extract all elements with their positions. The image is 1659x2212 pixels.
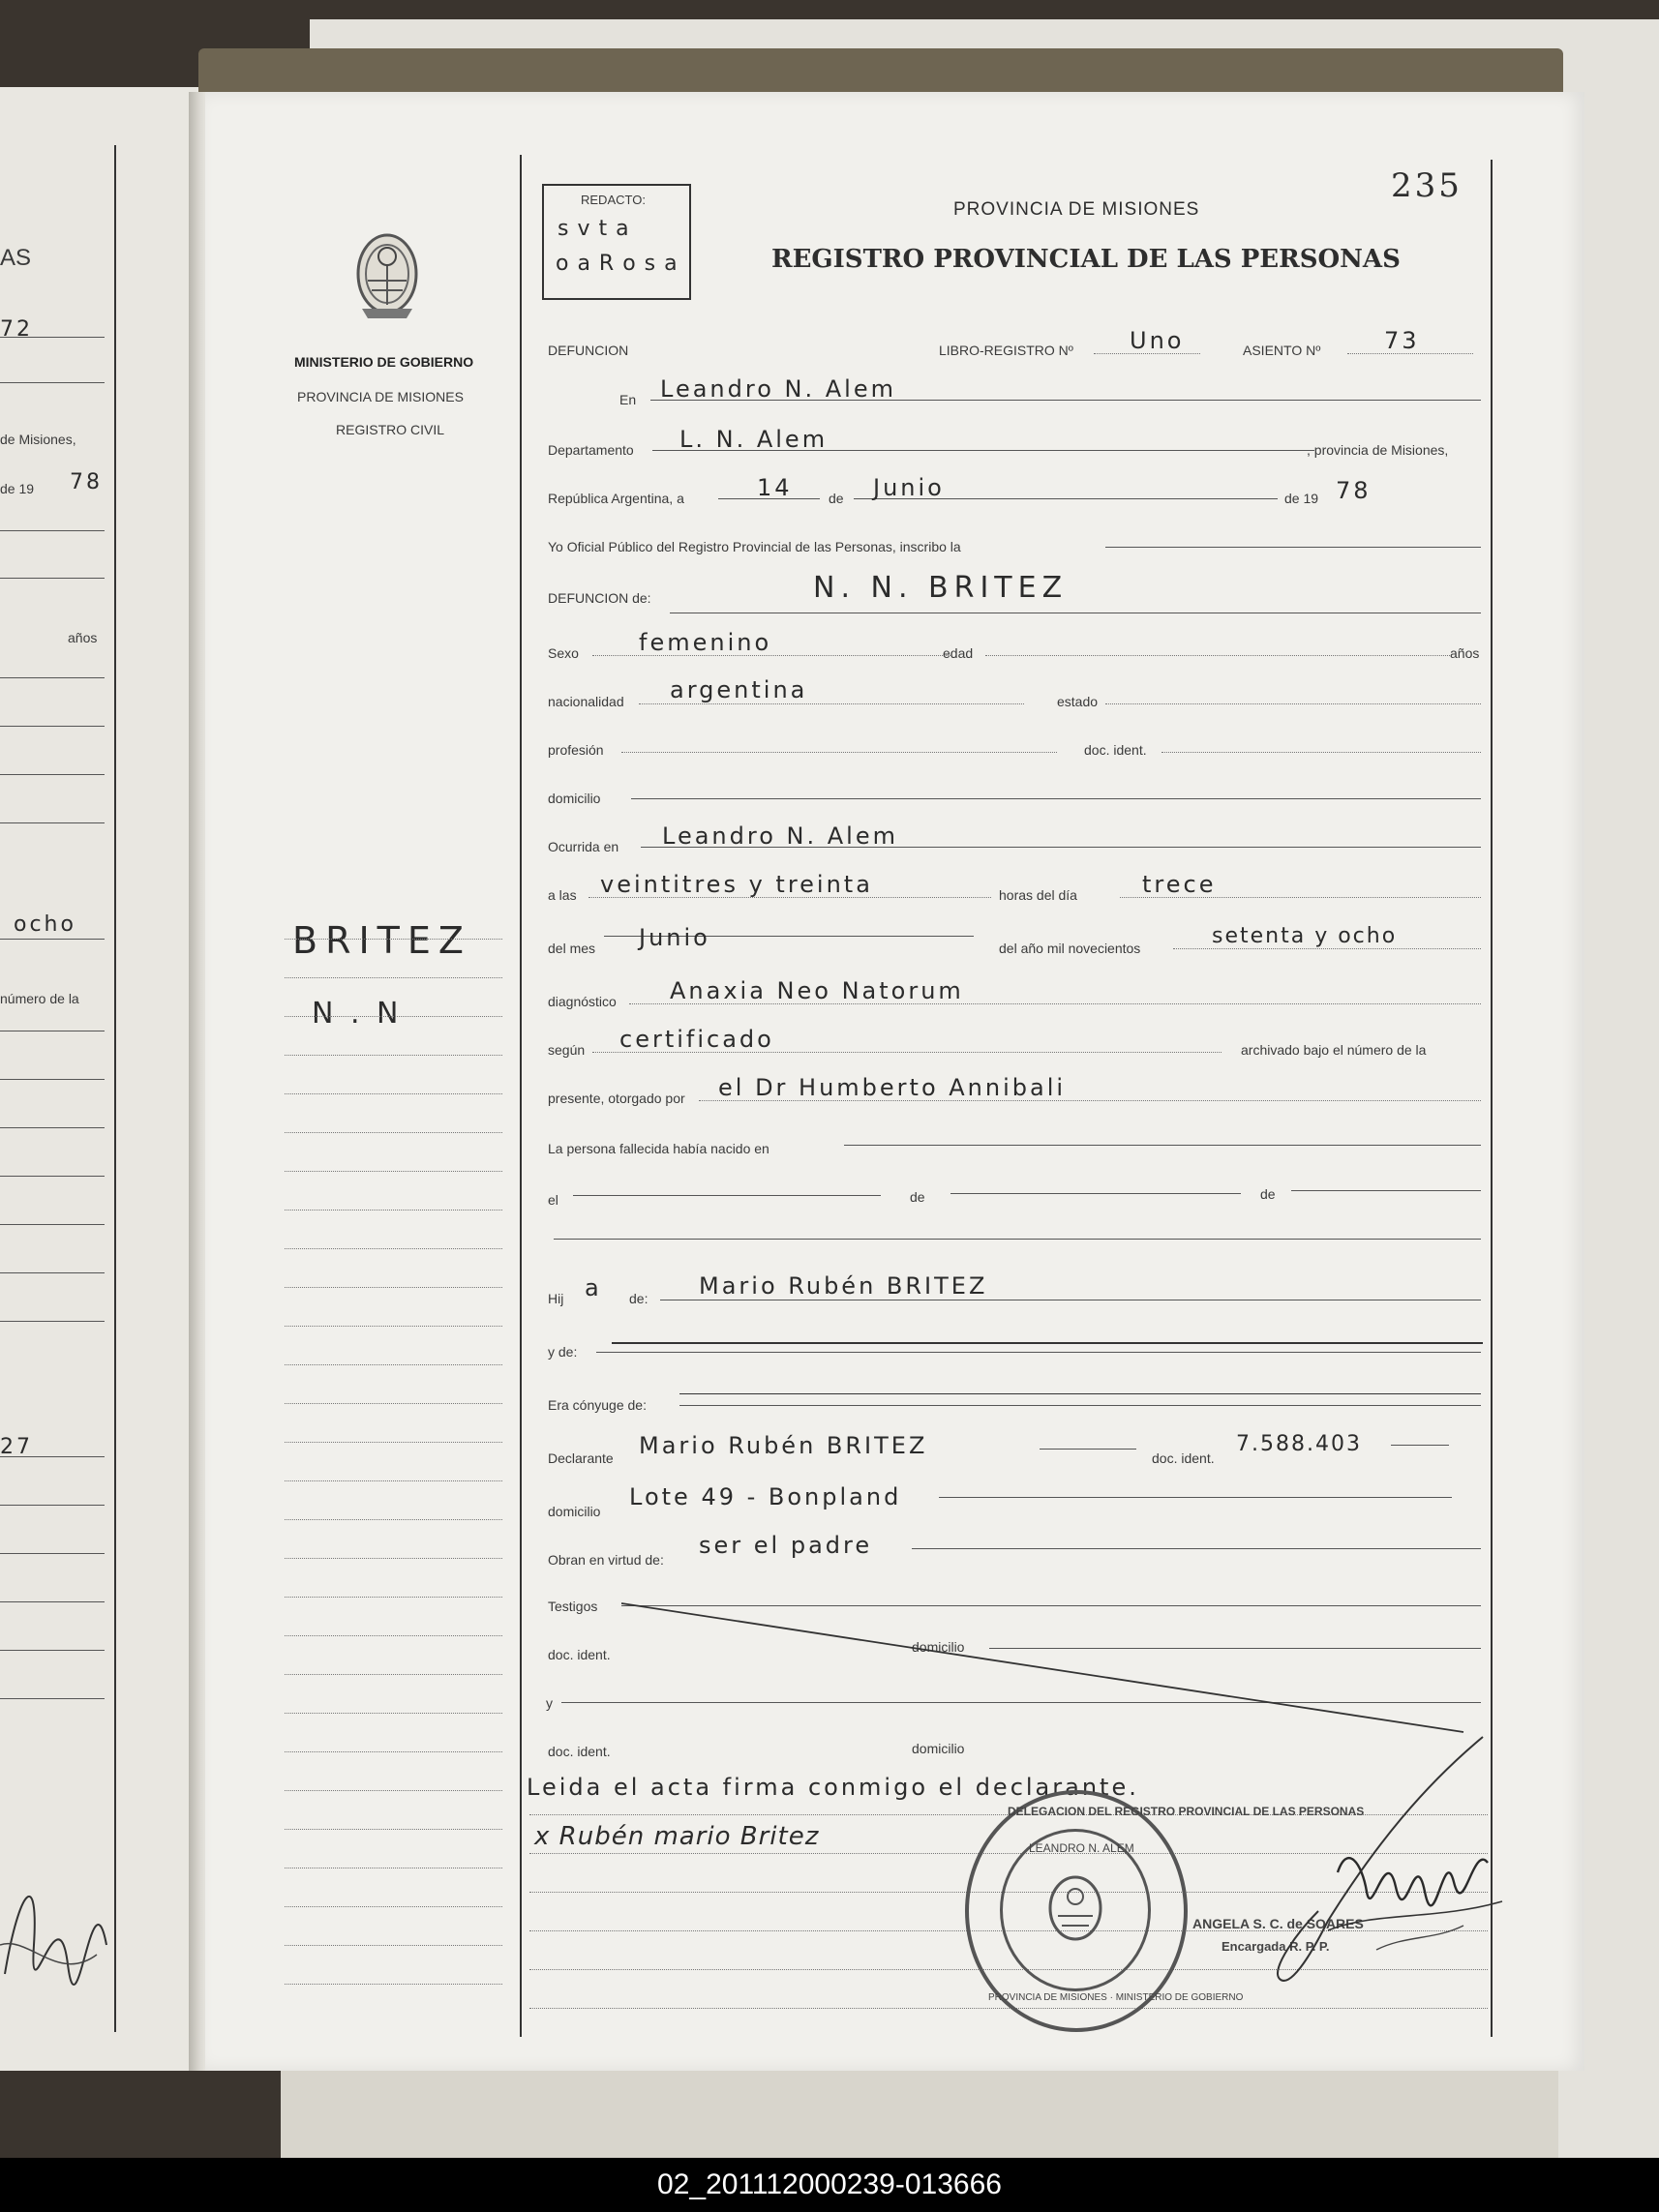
left-date-fragment: de 19 bbox=[0, 481, 35, 496]
declarante-value: Mario Rubén BRITEZ bbox=[639, 1432, 928, 1459]
year-value: 78 bbox=[1336, 477, 1372, 504]
margin-rule bbox=[285, 1790, 502, 1791]
testigos-label: Testigos bbox=[548, 1599, 598, 1614]
hij-suffix: a bbox=[585, 1274, 602, 1301]
margin-rule bbox=[285, 1635, 502, 1636]
deceased-name: N. N. BRITEZ bbox=[813, 571, 1069, 605]
asiento-value: 73 bbox=[1384, 327, 1420, 354]
el-label: el bbox=[548, 1192, 558, 1208]
image-caption: 02_201112000239-013666 bbox=[0, 2158, 1659, 2212]
left-date-year: 78 bbox=[70, 470, 103, 494]
left-page bbox=[0, 87, 198, 2071]
de-label: de bbox=[829, 491, 844, 506]
defuncion-label: DEFUNCION bbox=[548, 343, 629, 358]
asiento-label: ASIENTO Nº bbox=[1243, 343, 1321, 358]
conyuge-label: Era cónyuge de: bbox=[548, 1397, 647, 1413]
redacto-line2: o a R o s a bbox=[556, 252, 679, 276]
margin-rule bbox=[285, 1442, 502, 1443]
a-las-label: a las bbox=[548, 887, 577, 903]
defuncion-de-label: DEFUNCION de: bbox=[548, 590, 651, 606]
archivado-label: archivado bajo el número de la bbox=[1241, 1042, 1427, 1058]
redacto-label: REDACTO: bbox=[581, 193, 646, 207]
margin-rule bbox=[285, 1403, 502, 1404]
declarante-doc-value: 7.588.403 bbox=[1236, 1432, 1362, 1456]
margin-rule bbox=[285, 1326, 502, 1327]
ano-value: setenta y ocho bbox=[1212, 924, 1398, 948]
testigos-cancel-stroke bbox=[621, 1601, 1473, 1737]
redacto-box bbox=[542, 184, 691, 300]
registry-label: REGISTRO CIVIL bbox=[336, 422, 445, 437]
en-label: En bbox=[619, 392, 637, 407]
margin-rule bbox=[285, 1597, 502, 1598]
declarant-signature: x Rubén mario Britez bbox=[534, 1822, 820, 1851]
stamp-bottom-text: PROVINCIA DE MISIONES · MINISTERIO DE GOBIERNO bbox=[988, 1992, 1244, 2003]
margin-rule bbox=[285, 1171, 502, 1172]
departamento-value: L. N. Alem bbox=[679, 426, 829, 453]
margin-rule bbox=[285, 1674, 502, 1675]
libro-value: Uno bbox=[1130, 327, 1185, 354]
margin-rule bbox=[285, 1829, 502, 1830]
left-heading-fragment: AS bbox=[0, 245, 32, 271]
year-label: de 19 bbox=[1284, 491, 1319, 506]
official-stamp-line1: ANGELA S. C. de SOARES bbox=[1192, 1916, 1364, 1931]
main-page bbox=[205, 92, 1584, 2071]
margin-rule bbox=[285, 1713, 502, 1714]
margin-surname: BRITEZ bbox=[292, 919, 471, 962]
declarante-label: Declarante bbox=[548, 1450, 614, 1466]
segun-value: certificado bbox=[619, 1026, 774, 1053]
y-de-label: y de: bbox=[548, 1344, 578, 1360]
left-signature-scribble bbox=[0, 1829, 114, 2003]
official-signature-scribble bbox=[1183, 1727, 1512, 2008]
y-label: y bbox=[546, 1695, 553, 1711]
departamento-label: Departamento bbox=[548, 442, 634, 458]
margin-rule bbox=[285, 1945, 502, 1946]
margin-rule bbox=[285, 1132, 502, 1133]
dia-value: trece bbox=[1142, 871, 1217, 898]
mes-value: Junio bbox=[639, 924, 710, 951]
nacionalidad-label: nacionalidad bbox=[548, 694, 624, 709]
margin-rule bbox=[285, 1364, 502, 1365]
ministry-label: MINISTERIO DE GOBIERNO bbox=[294, 354, 474, 370]
margin-rule bbox=[285, 1906, 502, 1907]
nacionalidad-value: argentina bbox=[670, 676, 808, 703]
margin-rule bbox=[285, 1751, 502, 1752]
libro-label: LIBRO-REGISTRO Nº bbox=[939, 343, 1073, 358]
margin-rule bbox=[285, 1055, 502, 1056]
ocurrida-value: Leandro N. Alem bbox=[662, 822, 898, 850]
sexo-value: femenino bbox=[639, 629, 772, 656]
stamp-inner-text: LEANDRO N. ALEM bbox=[1029, 1841, 1134, 1855]
left-numero-fragment: número de la bbox=[0, 991, 79, 1006]
domicilio-label: domicilio bbox=[548, 791, 601, 806]
republica-label: República Argentina, a bbox=[548, 491, 684, 506]
testigo2-domicilio-label: domicilio bbox=[912, 1741, 965, 1756]
presente-value: el Dr Humberto Annibali bbox=[718, 1074, 1067, 1101]
declarante-domicilio-label: domicilio bbox=[548, 1504, 601, 1519]
margin-rule bbox=[285, 1016, 502, 1017]
redacto-line1: s v t a bbox=[558, 217, 630, 241]
ocurrida-label: Ocurrida en bbox=[548, 839, 619, 854]
left-anos-fragment: años bbox=[68, 630, 98, 645]
closing-text: Leida el acta firma conmigo el declarante. bbox=[527, 1774, 1139, 1801]
profesion-label: profesión bbox=[548, 742, 604, 758]
del-ano-label: del año mil novecientos bbox=[999, 941, 1141, 956]
testigo-doc-label: doc. ident. bbox=[548, 1647, 611, 1662]
book-back bbox=[281, 2061, 1558, 2158]
anos-label: años bbox=[1450, 645, 1480, 661]
sexo-label: Sexo bbox=[548, 645, 579, 661]
diagnostico-value: Anaxia Neo Natorum bbox=[670, 977, 964, 1004]
nacido-label: La persona fallecida había nacido en bbox=[548, 1141, 769, 1156]
declarante-doc-label: doc. ident. bbox=[1152, 1450, 1215, 1466]
left-ocho-fragment: ocho bbox=[14, 912, 76, 937]
de-label-3: de bbox=[1260, 1186, 1276, 1202]
margin-rule bbox=[285, 1210, 502, 1211]
hora-value: veintitres y treinta bbox=[600, 871, 873, 898]
presente-label: presente, otorgado por bbox=[548, 1091, 685, 1106]
margin-rule bbox=[285, 1519, 502, 1520]
margin-name: N . N bbox=[312, 997, 403, 1031]
day-value: 14 bbox=[757, 474, 793, 501]
left-n27-fragment: 27 bbox=[0, 1435, 33, 1459]
obran-value: ser el padre bbox=[699, 1532, 873, 1559]
margin-rule bbox=[285, 1093, 502, 1094]
segun-label: según bbox=[548, 1042, 586, 1058]
hij-de-label: de: bbox=[629, 1291, 649, 1306]
margin-rule bbox=[285, 977, 502, 978]
en-value: Leandro N. Alem bbox=[660, 375, 896, 403]
diagnostico-label: diagnóstico bbox=[548, 994, 617, 1009]
padre-value: Mario Rubén BRITEZ bbox=[699, 1272, 988, 1300]
del-mes-label: del mes bbox=[548, 941, 596, 956]
estado-label: estado bbox=[1057, 694, 1099, 709]
coat-of-arms-icon bbox=[350, 227, 424, 324]
margin-rule bbox=[285, 1248, 502, 1249]
hij-label: Hij bbox=[548, 1291, 564, 1306]
main-left-rule bbox=[520, 155, 522, 2037]
province-label: PROVINCIA DE MISIONES bbox=[297, 389, 464, 404]
margin-rule bbox=[285, 1558, 502, 1559]
official-stamp-line2: Encargada R. P. P. bbox=[1222, 1939, 1330, 1954]
declarante-domicilio-value: Lote 49 - Bonpland bbox=[629, 1483, 902, 1510]
registry-title: REGISTRO PROVINCIAL DE LAS PERSONAS bbox=[771, 245, 1401, 274]
doc-ident-label: doc. ident. bbox=[1084, 742, 1147, 758]
stamp-outer-text: DELEGACION DEL REGISTRO PROVINCIAL DE LAS PERSONAS bbox=[1008, 1805, 1365, 1818]
horas-label: horas del día bbox=[999, 887, 1077, 903]
stamp-coat-of-arms-icon bbox=[1037, 1869, 1114, 1947]
margin-rule bbox=[285, 1480, 502, 1481]
left-misiones-fragment: de Misiones, bbox=[0, 432, 76, 447]
testigo2-doc-label: doc. ident. bbox=[548, 1744, 611, 1759]
left-page-rule bbox=[114, 145, 116, 2032]
de-label-2: de bbox=[910, 1189, 925, 1205]
month-value: Junio bbox=[873, 474, 945, 501]
edad-label: edad bbox=[943, 645, 974, 661]
left-year-fragment: 72 bbox=[0, 317, 33, 342]
margin-rule bbox=[285, 939, 502, 940]
obran-label: Obran en virtud de: bbox=[548, 1552, 664, 1568]
province-title: PROVINCIA DE MISIONES bbox=[953, 199, 1200, 220]
oficial-label: Yo Oficial Público del Registro Provincial de las Personas, inscribo la bbox=[548, 539, 961, 554]
testigo-domicilio-label: domicilio bbox=[912, 1639, 965, 1655]
page-number: 235 bbox=[1391, 166, 1463, 205]
margin-rule bbox=[285, 1287, 502, 1288]
provincia-label: , provincia de Misiones, bbox=[1307, 442, 1449, 458]
margin-rule bbox=[285, 1984, 502, 1985]
closing-rule bbox=[529, 2008, 1488, 2009]
